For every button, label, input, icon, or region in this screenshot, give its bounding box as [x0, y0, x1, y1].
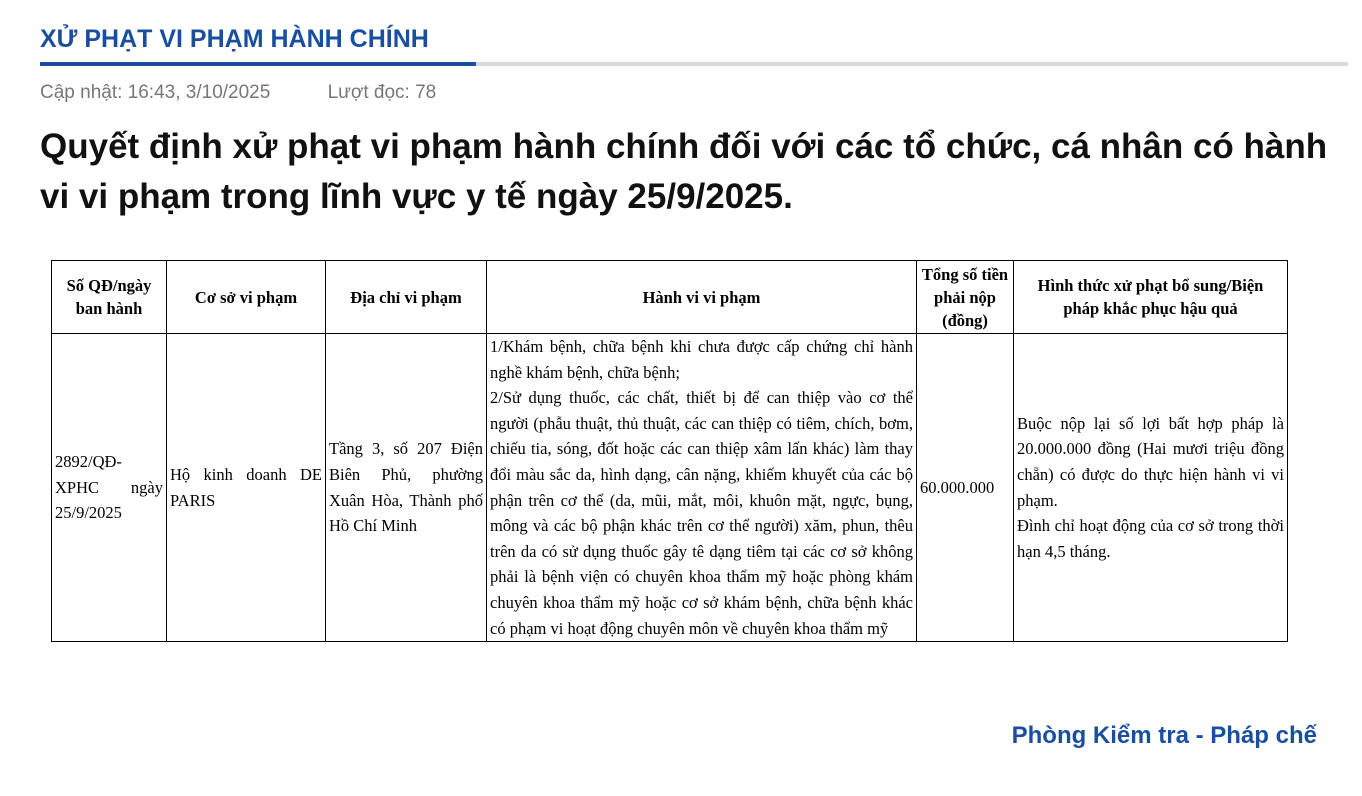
facility-name: Hộ kinh doanh DE PARIS [170, 464, 322, 510]
cell-remedies [1014, 334, 1288, 642]
cell-amount [917, 334, 1014, 642]
cell-facility [167, 334, 326, 642]
header-facility: Cơ sở vi phạm [167, 261, 326, 334]
view-count: Lượt đọc: 78 [327, 82, 437, 103]
violation-item-1: 1/Khám bệnh, chữa bệnh khi chưa được cấp chứng chỉ hành nghề khám bệnh, chữa bệnh; [490, 337, 913, 382]
decision-number: 2892/QĐ-XPHC ngày 25/9/2025 [55, 452, 163, 523]
cell-address [326, 334, 487, 642]
header-violations: Hành vi vi phạm [487, 261, 917, 334]
article-meta [40, 82, 436, 104]
table-row [52, 334, 1288, 642]
remedy-item-1: Buộc nộp lại số lợi bất hợp pháp là 20.000.000 đồng (Hai mươi triệu đồng chẵn) có được do thực hiện hành vi vi phạm. [1017, 413, 1284, 510]
article-title: Quyết định xử phạt vi phạm hành chính đối với các tổ chức, cá nhân có hành vi vi phạm trong lĩnh vực y tế ngày 25/9/2025. [40, 127, 1328, 216]
facility-address: Tầng 3, số 207 Điện Biên Phủ, phường Xuân Hòa, Thành phố Hồ Chí Minh [329, 439, 483, 536]
penalty-decision-table [51, 260, 1288, 642]
header-address: Địa chỉ vi phạm [326, 261, 487, 334]
section-title-underline [40, 62, 476, 66]
header-amount: Tổng số tiền phải nộp (đồng) [917, 261, 1014, 334]
updated-timestamp: Cập nhật: 16:43, 3/10/2025 [40, 82, 271, 103]
header-decision: Số QĐ/ngày ban hành [52, 261, 167, 334]
violation-item-2: 2/Sử dụng thuốc, các chất, thiết bị để can thiệp vào cơ thể người (phẫu thuật, thủ thuật, các can thiệp có tiêm, chích, bơm, chiếu tia, sóng, đốt hoặc các can thiệp xâm lấn khác) làm thay đổi màu sắc da, hình dạng, cân nặng, khiếm khuyết của các bộ phận trên cơ thể (da, mũi, mắt, môi, khuôn mặt, ngực, bụng, mông và các bộ phận khác trên cơ thể người) xăm, phun, thêu trên da có sử dụng thuốc gây tê dạng tiêm tại các cơ sở không phải là bệnh viện có chuyên khoa thẩm mỹ hoặc phòng khám chuyên khoa thẩm mỹ hoặc cơ sở khám bệnh, chữa bệnh khác có phạm vi hoạt động chuyên môn về chuyên khoa thẩm mỹ [490, 388, 913, 638]
fine-amount: 60.000.000 [920, 477, 995, 497]
section-title-link[interactable]: XỬ PHẠT VI PHẠM HÀNH CHÍNH [40, 25, 429, 53]
table-header-row [52, 261, 1288, 334]
cell-decision [52, 334, 167, 642]
cell-violations [487, 334, 917, 642]
remedy-item-2: Đình chỉ hoạt động của cơ sở trong thời hạn 4,5 tháng. [1017, 516, 1284, 561]
section-header [40, 18, 1348, 66]
header-remedies: Hình thức xử phạt bổ sung/Biện pháp khắc phục hậu quả [1014, 261, 1288, 334]
issuing-department: Phòng Kiểm tra - Pháp chế [1011, 722, 1317, 749]
